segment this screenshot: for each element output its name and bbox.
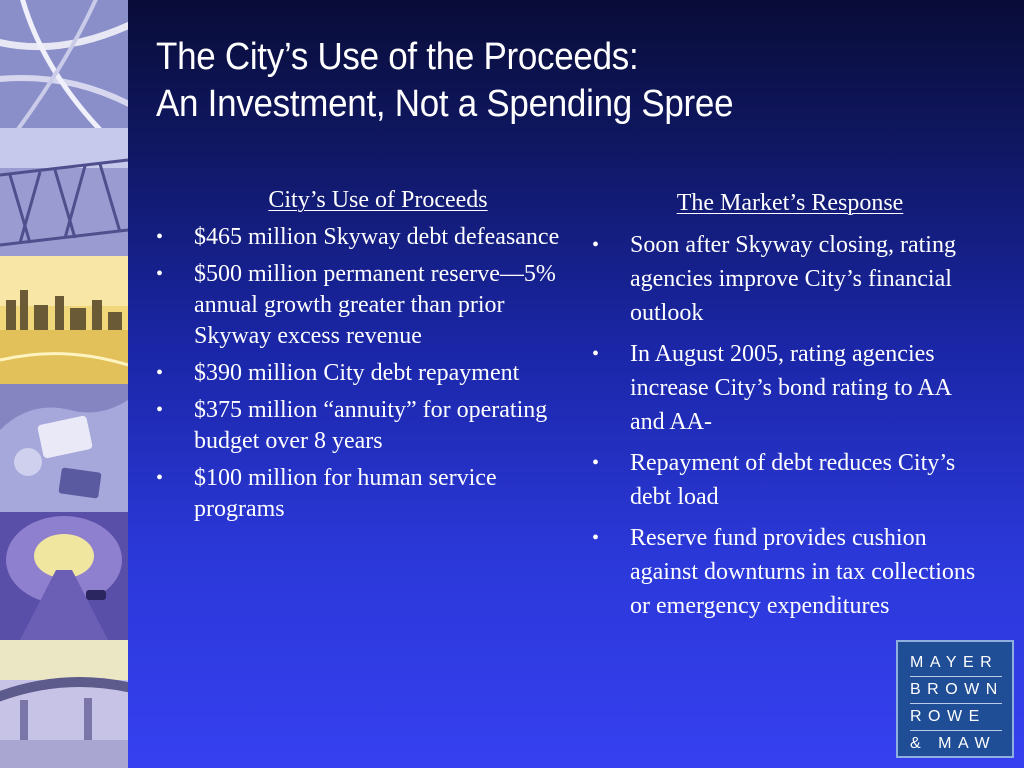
list-item-text: $375 million “annuity” for operating budget over 8 years	[194, 397, 548, 454]
photo-collage-image	[0, 0, 128, 768]
slide-title	[156, 34, 929, 128]
list-item	[590, 228, 990, 330]
list-item-text: In August 2005, rating agencies increase City’s bond rating to AA and AA-	[630, 341, 951, 435]
list-item	[154, 463, 562, 525]
bullet-icon: •	[592, 234, 600, 256]
list-item-text: $465 million Skyway debt defeasance	[194, 224, 560, 250]
bullet-icon: •	[592, 452, 600, 474]
photo-collage-strip	[0, 0, 128, 768]
logo-line: BROWN	[910, 681, 1004, 698]
column-heading: The Market’s Response	[676, 190, 904, 216]
bullet-icon: •	[156, 362, 164, 384]
bullet-icon: •	[592, 343, 600, 365]
bullet-icon: •	[156, 226, 164, 248]
bullet-icon: •	[592, 527, 600, 549]
firm-logo	[896, 640, 1014, 758]
list-item	[154, 222, 562, 253]
list-item	[154, 395, 562, 457]
slide-title-line-2: An Investment, Not a Spending Spree	[156, 83, 734, 125]
logo-line: & MAW	[910, 735, 997, 752]
list-item-text: Reserve fund provides cushion against downturns in tax collections or emergency expenditures	[630, 525, 976, 619]
logo-line: ROWE	[910, 708, 986, 725]
bullet-list	[154, 222, 562, 525]
list-item	[590, 337, 990, 439]
market-response-column	[590, 186, 990, 630]
list-item-text: Repayment of debt reduces City’s debt load	[630, 450, 956, 510]
list-item	[590, 446, 990, 514]
bullet-icon: •	[156, 467, 164, 489]
logo-line: MAYER	[910, 654, 999, 671]
bullet-list	[590, 228, 990, 623]
column-heading: City’s Use of Proceeds	[268, 187, 488, 213]
list-item	[154, 259, 562, 352]
slide-title-line-1: The City’s Use of the Proceeds:	[156, 36, 639, 78]
bullet-icon: •	[156, 399, 164, 421]
uses-of-proceeds-column	[154, 184, 562, 531]
list-item-text: $500 million permanent reserve—5% annual growth greater than prior Skyway excess revenue	[194, 261, 556, 349]
list-item-text: $100 million for human service programs	[194, 465, 497, 522]
list-item-text: $390 million City debt repayment	[194, 360, 520, 386]
list-item	[154, 358, 562, 389]
list-item-text: Soon after Skyway closing, rating agencies improve City’s financial outlook	[630, 232, 956, 326]
list-item	[590, 521, 990, 623]
bullet-icon: •	[156, 263, 164, 285]
